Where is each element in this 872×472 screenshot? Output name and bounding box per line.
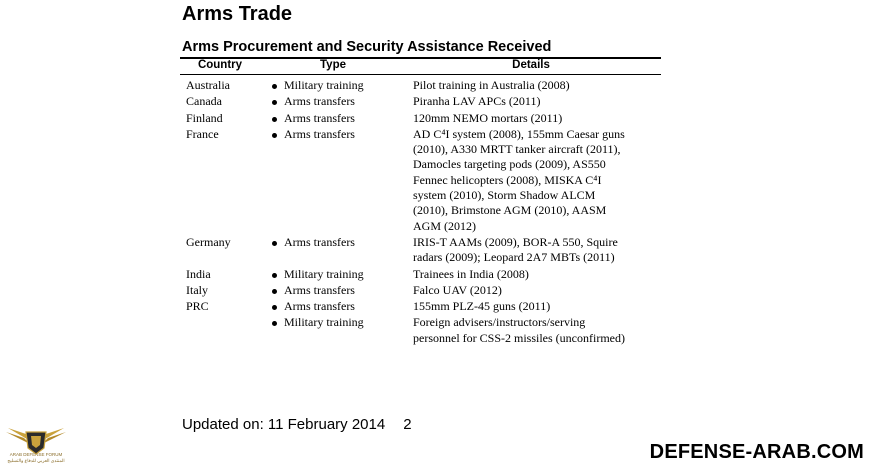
details-cell xyxy=(413,299,658,314)
details-line: AD C⁴I system (2008), 155mm Caesar guns xyxy=(413,126,625,141)
type-cell xyxy=(270,78,400,93)
type-bullet-item: Arms transfers xyxy=(270,235,400,250)
type-cell xyxy=(270,127,400,142)
type-bullet-item: Arms transfers xyxy=(270,94,400,109)
type-cell xyxy=(270,94,400,109)
table-row xyxy=(0,267,872,283)
table-row xyxy=(0,111,872,127)
type-cell xyxy=(270,267,400,282)
country-cell: Australia xyxy=(186,78,230,92)
type-bullet-item: Arms transfers xyxy=(270,299,400,314)
page-number: 2 xyxy=(403,416,412,433)
details-line: Foreign advisers/instructors/serving xyxy=(413,315,586,330)
page-title: Arms Trade xyxy=(182,3,293,25)
table-row xyxy=(0,94,872,110)
details-line: Trainees in India (2008) xyxy=(413,266,529,281)
country-cell: PRC xyxy=(186,299,209,314)
details-line: personnel for CSS-2 missiles (unconfirmed) xyxy=(413,330,625,345)
type-cell xyxy=(270,315,400,330)
details-line: Fennec helicopters (2008), MISKA C⁴I xyxy=(413,172,602,187)
country-cell: Canada xyxy=(186,94,222,109)
site-watermark: DEFENSE-ARAB.COM xyxy=(649,441,864,463)
table-row xyxy=(0,78,872,94)
details-cell xyxy=(413,127,658,234)
details-cell xyxy=(413,283,658,298)
logo-caption-en: ARAB DEFENSE FORUM xyxy=(9,452,63,457)
country-cell: Germany xyxy=(186,234,231,249)
type-bullet-item: Arms transfers xyxy=(270,111,400,126)
details-cell xyxy=(413,78,658,93)
type-cell xyxy=(270,111,400,126)
header-details: Details xyxy=(512,59,550,71)
logo-caption xyxy=(2,452,70,463)
table-row xyxy=(0,315,872,347)
details-cell xyxy=(413,94,658,109)
details-line: 120mm NEMO mortars (2011) xyxy=(413,110,563,125)
country-cell: Italy xyxy=(186,282,208,297)
type-bullet-item: Military training xyxy=(270,315,400,330)
details-line: Damocles targeting pods (2009), AS550 xyxy=(413,157,606,172)
details-line: (2010), A330 MRTT tanker aircraft (2011), xyxy=(413,142,621,157)
table-row xyxy=(0,127,872,235)
details-line: IRIS-T AAMs (2009), BOR-A 550, Squire xyxy=(413,234,618,249)
footer xyxy=(182,416,412,433)
table-row xyxy=(0,299,872,315)
arms-table-body xyxy=(0,78,872,347)
country-cell: Finland xyxy=(186,110,223,125)
details-line: AGM (2012) xyxy=(413,218,476,233)
country-cell: France xyxy=(186,126,219,141)
details-line: 155mm PLZ-45 guns (2011) xyxy=(413,299,551,314)
details-line: (2010), Brimstone AGM (2010), AASM xyxy=(413,203,607,218)
updated-date: Updated on: 11 February 2014 xyxy=(182,416,386,433)
logo-caption-ar: المنتدى العربي للدفاع والتسليح xyxy=(7,457,65,463)
type-cell xyxy=(270,235,400,250)
header-country: Country xyxy=(197,59,243,71)
header-bottom-rule xyxy=(180,74,661,75)
table-row xyxy=(0,235,872,267)
details-line: Piranha LAV APCs (2011) xyxy=(413,94,541,109)
table-row xyxy=(0,283,872,299)
header-type: Type xyxy=(320,59,346,71)
details-line: radars (2009); Leopard 2A7 MBTs (2011) xyxy=(413,250,615,265)
type-bullet-item: Arms transfers xyxy=(270,283,400,298)
details-line: system (2010), Storm Shadow ALCM xyxy=(413,188,596,203)
type-cell xyxy=(270,283,400,298)
details-cell xyxy=(413,315,658,346)
details-line: Falco UAV (2012) xyxy=(413,282,502,297)
type-bullet-item: Arms transfers xyxy=(270,127,400,142)
details-cell xyxy=(413,267,658,282)
details-cell xyxy=(413,111,658,126)
type-cell xyxy=(270,299,400,314)
type-bullet-item: Military training xyxy=(270,267,400,282)
type-bullet-item: Military training xyxy=(270,78,400,93)
arab-defense-forum-logo xyxy=(4,418,68,472)
table-title: Arms Procurement and Security Assistance Received xyxy=(182,39,552,55)
country-cell: India xyxy=(186,266,211,281)
details-line: Pilot training in Australia (2008) xyxy=(413,78,570,92)
details-cell xyxy=(413,235,658,266)
